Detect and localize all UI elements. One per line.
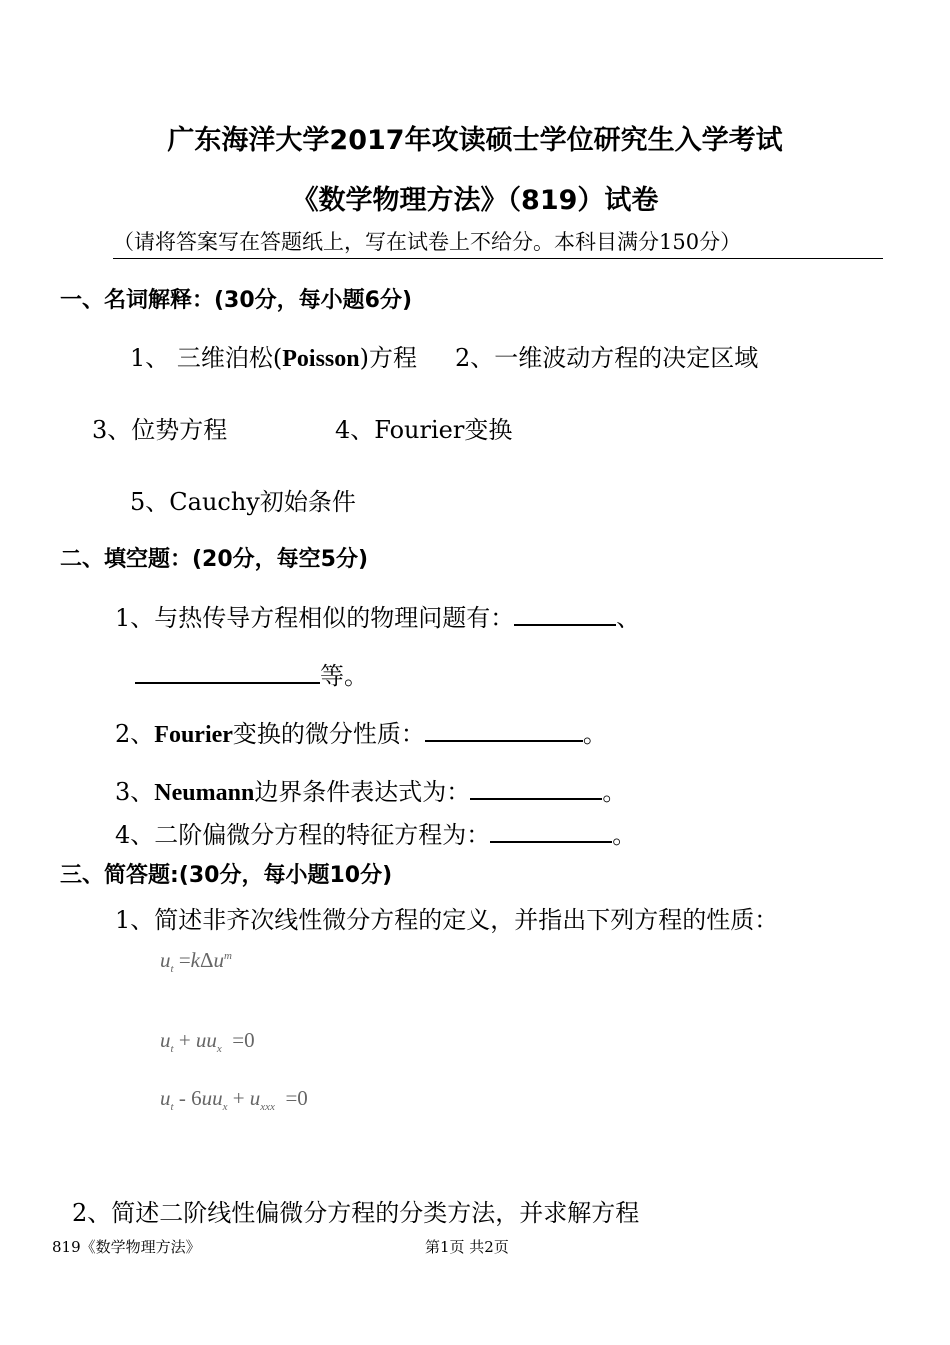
eq3-t: t: [170, 1101, 174, 1114]
eq2-uu: uu: [195, 1028, 217, 1052]
s2-q3: [115, 772, 626, 807]
s1-q3: 3、位势方程: [92, 416, 228, 444]
eq1-rel: =: [178, 948, 191, 972]
s2-q2-text: 变换的微分性质：: [232, 720, 425, 748]
eq1-k: k: [190, 948, 200, 972]
s1-q1-suffix: )方程: [359, 344, 417, 372]
s2-q1-sep: 、: [616, 604, 641, 632]
exam-notice: （请将答案写在答题纸上，写在试卷上不给分。本科目满分150分）: [113, 226, 883, 259]
s2-q2-bold: Fourier: [154, 722, 233, 748]
eq3-six: 6: [191, 1086, 202, 1110]
s1-q1: [130, 338, 417, 373]
s2-q4-end: 。: [612, 821, 637, 849]
eq3-u: u: [160, 1086, 171, 1110]
eq2-u: u: [160, 1028, 171, 1052]
s2-q2: [115, 714, 607, 749]
eq3-xxx: xxx: [260, 1101, 275, 1114]
eq1-u2: u: [213, 948, 224, 972]
equation-3: [160, 1086, 308, 1113]
section-1-heading: 一、名词解释：(30分，每小题6分): [60, 288, 413, 313]
eq3-uu: uu: [201, 1086, 223, 1110]
eq1-m: m: [224, 950, 232, 962]
s2-q3-text: 边界条件表达式为：: [254, 778, 471, 806]
eq2-plus: +: [178, 1028, 191, 1052]
exam-subtitle: 《数学物理方法》（819）试卷: [291, 185, 659, 216]
eq1-u: u: [160, 948, 171, 972]
eq3-minus: -: [178, 1086, 186, 1110]
eq2-t: t: [170, 1043, 174, 1056]
eq3-rel: =: [285, 1086, 298, 1110]
s2-q3-bold: Neumann: [154, 780, 255, 806]
s2-q4: [115, 815, 636, 850]
eq3-zero: 0: [297, 1086, 308, 1110]
s3-q2: 2、简述二阶线性偏微分方程的分类方法，并求解方程: [72, 1199, 640, 1227]
s2-q1-blank-b[interactable]: [135, 660, 320, 684]
s2-q1-cont: [135, 656, 368, 691]
eq3-plus: +: [232, 1086, 245, 1110]
equation-2: [160, 1028, 255, 1055]
eq2-x: x: [216, 1043, 222, 1056]
s2-q4-text: 4、二阶偏微分方程的特征方程为：: [115, 821, 491, 849]
s2-q3-end: 。: [602, 778, 627, 806]
eq1-t: t: [170, 963, 174, 976]
s3-q1: 1、简述非齐次线性微分方程的定义，并指出下列方程的性质：: [115, 906, 779, 934]
eq1-delta: Δ: [199, 948, 214, 972]
s2-q2-end: 。: [582, 720, 607, 748]
s1-q2: 2、一维波动方程的决定区域: [455, 344, 759, 372]
s1-q1-prefix: 1、 三维泊松(: [130, 344, 283, 372]
eq3-u2: u: [249, 1086, 261, 1110]
footer-left: 819《数学物理方法》: [52, 1238, 201, 1256]
section-3-heading: 三、简答题:(30分，每小题10分): [60, 863, 393, 888]
s2-q1-blank-a[interactable]: [514, 602, 616, 626]
eq3-x: x: [222, 1101, 228, 1114]
s2-q1-end: 等。: [320, 662, 368, 690]
section-2-heading: 二、填空题：(20分，每空5分): [60, 547, 369, 572]
equation-1: [160, 948, 232, 975]
s2-q3-prefix: 3、: [115, 778, 155, 806]
s2-q1: [115, 598, 640, 633]
eq2-rel: =: [232, 1028, 245, 1052]
s2-q2-blank[interactable]: [425, 718, 583, 742]
footer-page-number: 第1页 共2页: [425, 1238, 509, 1256]
s2-q4-blank[interactable]: [490, 819, 612, 843]
s1-q4: 4、Fourier变换: [335, 416, 513, 444]
s2-q1-text: 1、与热传导方程相似的物理问题有：: [115, 604, 515, 632]
s2-q3-blank[interactable]: [470, 776, 602, 800]
s1-q1-bold: Poisson: [282, 346, 360, 372]
eq2-zero: 0: [244, 1028, 255, 1052]
s1-q5: 5、Cauchy初始条件: [130, 488, 356, 516]
exam-title: 广东海洋大学2017年攻读硕士学位研究生入学考试: [167, 125, 783, 156]
s2-q2-prefix: 2、: [115, 720, 155, 748]
